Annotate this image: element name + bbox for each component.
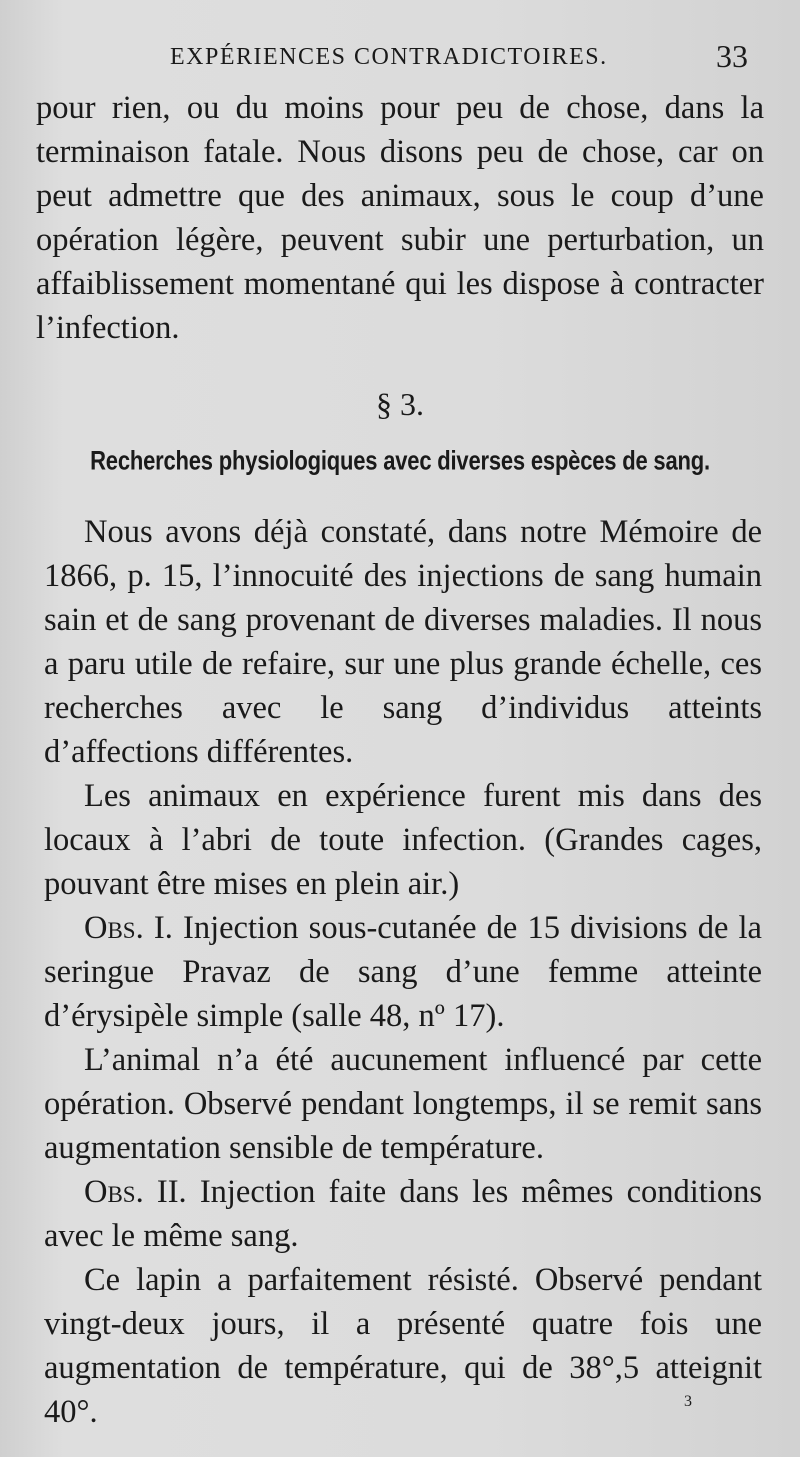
- signature-mark: 3: [684, 1393, 692, 1410]
- section-heading: Recherches physiologiques avec diverses espèces de sang.: [90, 445, 710, 476]
- observation-2-text: Injection faite dans les mêmes conditions avec le même sang.: [44, 1174, 763, 1254]
- running-head: [170, 38, 748, 78]
- observation-1: [44, 906, 762, 1038]
- observation-1-label: Obs. I.: [84, 910, 173, 946]
- observation-2: [44, 1170, 762, 1258]
- observation-2-label: Obs. II.: [84, 1174, 187, 1210]
- running-title: EXPÉRIENCES CONTRADICTOIRES.: [170, 44, 608, 70]
- body-text-block: [44, 510, 762, 1434]
- paragraph-3: L’animal n’a été aucunement influencé par cette opération. Observé pendant longtemps, il se remit sans augmentation sensible de température.: [44, 1042, 762, 1166]
- section-mark: § 3.: [376, 386, 424, 422]
- observation-1-text: Injection sous-cutanée de 15 divisions de la seringue Pravaz de sang d’une femme atteinte d’érysipèle simple (salle 48, nº 17).: [44, 910, 762, 1034]
- paragraph-1: Nous avons déjà constaté, dans notre Mémoire de 1866, p. 15, l’innocuité des injections de sang humain sain et de sang provenant de diverses maladies. Il nous a paru utile de refaire, sur une plus grande échelle, ces recherches avec le sang d’individus atteints d’affections différentes.: [44, 514, 762, 770]
- page-number: 33: [716, 38, 748, 74]
- paragraph-4: Ce lapin a parfaitement résisté. Observé pendant vingt-deux jours, il a présenté quatre fois une augmentation de température, qui de 38°,5 atteignit 40°.: [44, 1262, 762, 1430]
- intro-text-block: [36, 86, 764, 350]
- intro-paragraph: pour rien, ou du moins pour peu de chose, dans la terminaison fatale. Nous disons peu de chose, car on peut admettre que des animaux, sous le coup d’une opération légère, peuvent subir une perturbation, un affaiblissement momentané qui les dispose à contracter l’infection.: [36, 90, 764, 346]
- paragraph-2: Les animaux en expérience furent mis dans des locaux à l’abri de toute infection. (Grandes cages, pouvant être mises en plein air.): [44, 778, 762, 902]
